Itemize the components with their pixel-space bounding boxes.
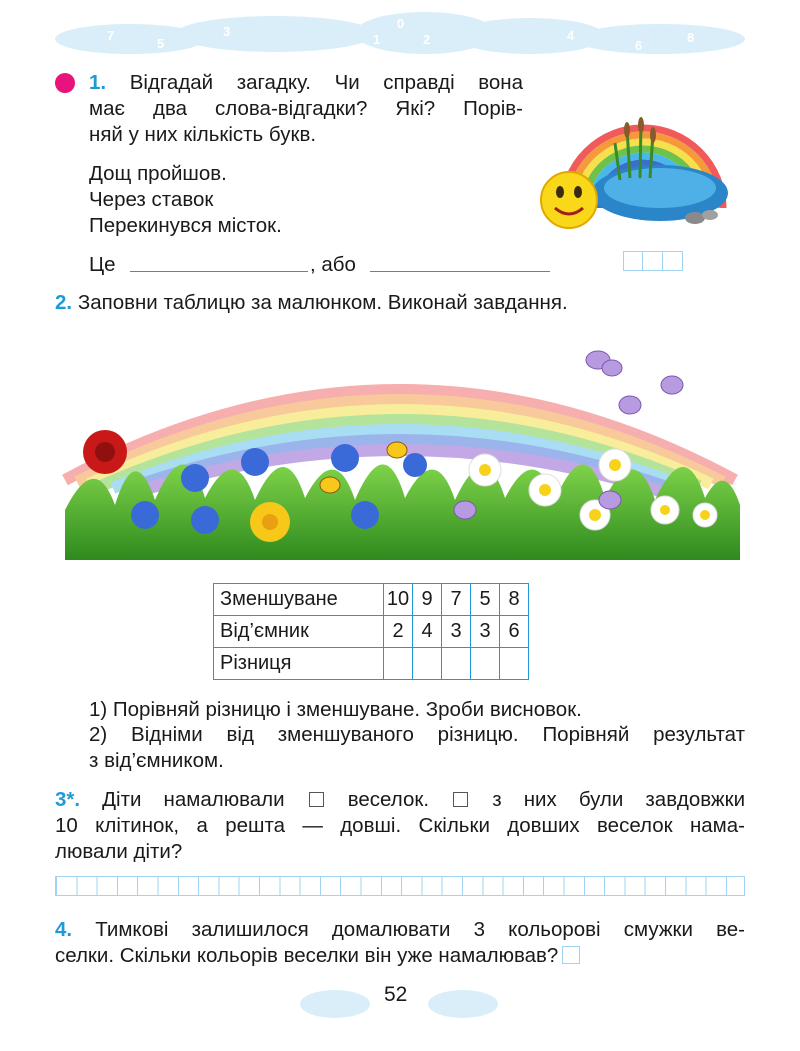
- table-row: [214, 648, 529, 680]
- footer-cloud: [428, 990, 498, 1018]
- rainbow-pond-illustration: [535, 68, 750, 238]
- table-cell-empty[interactable]: [471, 648, 500, 680]
- cloud-shape: [175, 16, 375, 52]
- task4-line: [55, 917, 745, 943]
- blank-square[interactable]: [453, 792, 468, 807]
- table-row: [214, 584, 529, 616]
- header-digit: 3: [223, 24, 231, 39]
- answer-cell[interactable]: [642, 251, 663, 271]
- pink-bullet-icon: [55, 73, 75, 93]
- task3-text: з них були завдовжки: [492, 788, 746, 811]
- table-cell-empty[interactable]: [500, 648, 529, 680]
- task2-sub2: [89, 722, 745, 774]
- table-cell-empty[interactable]: [384, 648, 413, 680]
- task2-sub2-line: з від’ємником.: [89, 749, 224, 772]
- task3: [55, 787, 745, 865]
- blank-square[interactable]: [309, 792, 324, 807]
- table-cell: 2: [384, 616, 413, 648]
- task1-instruction: [89, 70, 523, 148]
- footer-cloud: [300, 990, 370, 1018]
- table-cell-empty[interactable]: [413, 648, 442, 680]
- task3-line: лювали діти?: [55, 840, 183, 863]
- difference-table: [213, 583, 529, 680]
- task3-text: Діти намалювали: [102, 788, 285, 811]
- task3-line: [55, 787, 745, 813]
- answer-cell[interactable]: [623, 251, 643, 271]
- task4-line: [55, 943, 745, 969]
- table-cell: 10: [384, 584, 413, 616]
- row-label: Зменшуване: [214, 584, 384, 616]
- header-digit: 2: [423, 32, 431, 47]
- table-cell: 3: [471, 616, 500, 648]
- cloud-shape: [575, 24, 745, 54]
- page-number: 52: [384, 983, 408, 1006]
- task2-sub1: 1) Порівняй різницю і зменшуване. Зроби висновок.: [89, 698, 582, 721]
- answer-grid-strip[interactable]: [55, 876, 745, 896]
- task4-number: 4.: [55, 918, 73, 941]
- answer-prefix: Це: [89, 253, 116, 276]
- header-digit: 4: [567, 28, 575, 43]
- task4: [55, 917, 745, 969]
- answer-cell[interactable]: [662, 251, 683, 271]
- row-label: Від’ємник: [214, 616, 384, 648]
- table-cell: 4: [413, 616, 442, 648]
- answer-line-2[interactable]: [370, 270, 550, 272]
- task1-line: няй у них кількість букв.: [89, 123, 317, 146]
- header-digit: 7: [107, 28, 115, 43]
- task3-number: 3*.: [55, 788, 81, 811]
- table-cell: 8: [500, 584, 529, 616]
- header-digit: 1: [373, 32, 381, 47]
- table-cell: 9: [413, 584, 442, 616]
- task2-instruction: [55, 290, 568, 316]
- table-cell-empty[interactable]: [442, 648, 471, 680]
- task2-sub2-line: 2) Відніми від зменшуваного різницю. Порівняй результат: [89, 723, 745, 746]
- table-cell: 3: [442, 616, 471, 648]
- riddle-line: Через ставок: [89, 188, 214, 211]
- table-cell: 5: [471, 584, 500, 616]
- task3-line: 10 клітинок, а решта — довші. Скільки довших веселок нама-: [55, 814, 745, 837]
- riddle-line: Перекинувся місток.: [89, 214, 282, 237]
- answer-middle: , або: [310, 253, 356, 276]
- answer-line-1[interactable]: [130, 270, 308, 272]
- task1-line: [89, 70, 523, 96]
- task4-text: селки. Скільки кольорів веселки він уже намалював?: [55, 944, 559, 967]
- task1-line: має два слова-відгадки? Які? Порів-: [89, 97, 523, 120]
- task2-text: Заповни таблицю за малюнком. Виконай завдання.: [77, 291, 568, 314]
- rainbow-meadow-illustration: [55, 330, 745, 570]
- header-digit: 8: [687, 30, 695, 45]
- header-digit: 5: [157, 36, 165, 51]
- task1-text: Відгадай загадку. Чи справді вона: [129, 71, 523, 94]
- riddle: [89, 161, 282, 239]
- answer-cell[interactable]: [562, 946, 580, 964]
- header-digit: 6: [635, 38, 643, 53]
- table-row: [214, 616, 529, 648]
- header-digit: 0: [397, 16, 405, 31]
- riddle-line: Дощ пройшов.: [89, 162, 227, 185]
- header-cloud-strip: [55, 10, 745, 58]
- table-cell: 7: [442, 584, 471, 616]
- task4-text: Тимкові залишилося домалювати 3 кольорові смужки ве-: [95, 918, 745, 941]
- row-label: Різниця: [214, 648, 384, 680]
- task3-text: веселок.: [347, 788, 430, 811]
- task1-number: 1.: [89, 71, 107, 94]
- table-cell: 6: [500, 616, 529, 648]
- task2-number: 2.: [55, 291, 73, 314]
